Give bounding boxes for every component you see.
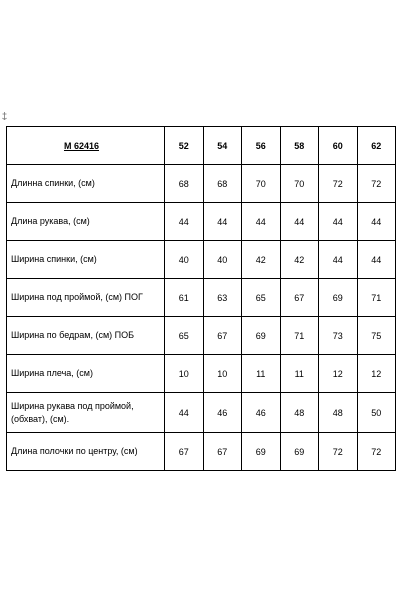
table-cell: 61 bbox=[165, 279, 204, 317]
table-cell: 11 bbox=[280, 355, 319, 393]
table-cell: 72 bbox=[319, 165, 358, 203]
table-cell: 69 bbox=[319, 279, 358, 317]
table-cell: 67 bbox=[203, 433, 242, 471]
table-row bbox=[7, 203, 396, 241]
table-cell: 68 bbox=[203, 165, 242, 203]
table-cell: 63 bbox=[203, 279, 242, 317]
table-cell: 48 bbox=[319, 393, 358, 433]
model-code: М 62416 bbox=[63, 140, 100, 151]
row-label: Длина полочки по центру, (см) bbox=[7, 433, 165, 471]
model-code-cell bbox=[7, 127, 165, 165]
row-label: Ширина под проймой, (см) ПОГ bbox=[7, 279, 165, 317]
table-cell: 44 bbox=[165, 393, 204, 433]
size-header: 58 bbox=[280, 127, 319, 165]
table-cell: 71 bbox=[280, 317, 319, 355]
table-cell: 44 bbox=[165, 203, 204, 241]
table-cell: 46 bbox=[242, 393, 281, 433]
row-label: Длина рукава, (см) bbox=[7, 203, 165, 241]
table-row bbox=[7, 241, 396, 279]
table-cell: 67 bbox=[280, 279, 319, 317]
table-cell: 68 bbox=[165, 165, 204, 203]
header-row bbox=[7, 127, 396, 165]
table-cell: 44 bbox=[203, 203, 242, 241]
table-cell: 69 bbox=[242, 433, 281, 471]
anchor-icon bbox=[2, 112, 7, 120]
table-row bbox=[7, 355, 396, 393]
table-cell: 10 bbox=[203, 355, 242, 393]
table-cell: 48 bbox=[280, 393, 319, 433]
table-cell: 50 bbox=[357, 393, 396, 433]
table-cell: 42 bbox=[242, 241, 281, 279]
table-cell: 73 bbox=[319, 317, 358, 355]
table-cell: 44 bbox=[242, 203, 281, 241]
table-cell: 72 bbox=[357, 433, 396, 471]
table-cell: 44 bbox=[357, 241, 396, 279]
table-cell: 67 bbox=[203, 317, 242, 355]
size-header: 52 bbox=[165, 127, 204, 165]
table-row bbox=[7, 433, 396, 471]
table-cell: 40 bbox=[203, 241, 242, 279]
row-label: Ширина плеча, (см) bbox=[7, 355, 165, 393]
table-cell: 44 bbox=[319, 241, 358, 279]
table-cell: 72 bbox=[357, 165, 396, 203]
table-cell: 46 bbox=[203, 393, 242, 433]
size-header: 56 bbox=[242, 127, 281, 165]
table-cell: 69 bbox=[242, 317, 281, 355]
size-chart-table bbox=[6, 126, 396, 471]
table-cell: 70 bbox=[242, 165, 281, 203]
row-label: Длинна спинки, (см) bbox=[7, 165, 165, 203]
row-label: Ширина по бедрам, (см) ПОБ bbox=[7, 317, 165, 355]
table-cell: 72 bbox=[319, 433, 358, 471]
table-row bbox=[7, 165, 396, 203]
table-cell: 42 bbox=[280, 241, 319, 279]
table-cell: 12 bbox=[357, 355, 396, 393]
table-cell: 40 bbox=[165, 241, 204, 279]
table-cell: 11 bbox=[242, 355, 281, 393]
table-cell: 44 bbox=[357, 203, 396, 241]
table-cell: 44 bbox=[319, 203, 358, 241]
size-header: 54 bbox=[203, 127, 242, 165]
table-cell: 44 bbox=[280, 203, 319, 241]
size-header: 60 bbox=[319, 127, 358, 165]
table-cell: 12 bbox=[319, 355, 358, 393]
table-cell: 10 bbox=[165, 355, 204, 393]
row-label: Ширина рукава под проймой, (обхват), (см). bbox=[7, 393, 165, 433]
row-label: Ширина спинки, (см) bbox=[7, 241, 165, 279]
table-cell: 71 bbox=[357, 279, 396, 317]
table-cell: 70 bbox=[280, 165, 319, 203]
table-cell: 65 bbox=[165, 317, 204, 355]
table-cell: 69 bbox=[280, 433, 319, 471]
table-cell: 65 bbox=[242, 279, 281, 317]
table-row bbox=[7, 393, 396, 433]
size-header: 62 bbox=[357, 127, 396, 165]
table-cell: 75 bbox=[357, 317, 396, 355]
table-row bbox=[7, 279, 396, 317]
table-row bbox=[7, 317, 396, 355]
table-cell: 67 bbox=[165, 433, 204, 471]
